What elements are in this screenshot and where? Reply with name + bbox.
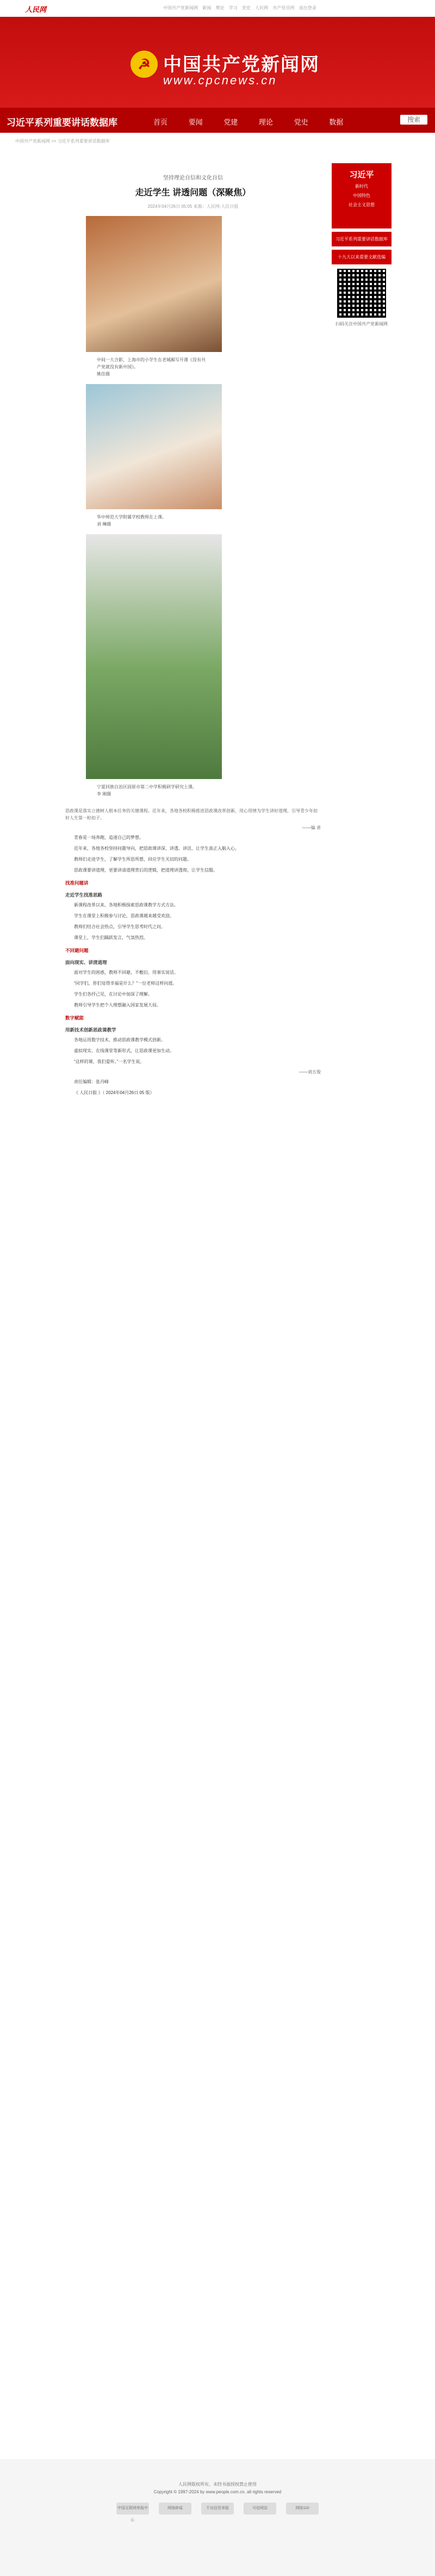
article xyxy=(65,163,321,1100)
site-url[interactable]: www.cpcnews.cn xyxy=(163,73,277,87)
caption-text: 中间一大合影，上海市的小学生在老城厢写开课《没有共产党就没有新中国》。 xyxy=(97,357,206,369)
paragraph: 课堂上，学生们踊跃发言，气氛热烈。 xyxy=(74,935,148,940)
top-bar xyxy=(0,0,435,17)
nav-item-history[interactable]: 党史 xyxy=(294,118,308,126)
nav-item-home[interactable]: 首页 xyxy=(153,118,168,126)
top-link[interactable]: 中国共产党新闻网 xyxy=(163,5,198,10)
caption-credit: 姚佳摄 xyxy=(97,372,110,376)
site-logo[interactable]: 人民网 xyxy=(25,5,47,14)
footer-logo[interactable]: 可信网站 xyxy=(244,2503,276,2515)
banner xyxy=(0,17,435,108)
caption-credit: 李 刚摄 xyxy=(97,792,111,796)
nav-items xyxy=(153,116,362,127)
paragraph: 思政课要讲道理，更要讲清道理背后的逻辑，把道理讲透彻，让学生信服。 xyxy=(74,868,217,873)
photo-caption-2 xyxy=(97,514,206,528)
footer-logos xyxy=(0,2503,435,2522)
article-photo-2 xyxy=(86,384,222,509)
footer-logo[interactable]: 网络辟谣 xyxy=(159,2503,191,2515)
section-heading: 数字赋能 xyxy=(65,1015,84,1021)
sidebar xyxy=(332,163,391,327)
section-subheading: 走近学生找准思路 xyxy=(65,892,103,898)
footer-logo[interactable]: 网络110 xyxy=(286,2503,319,2515)
paragraph: 学生们各抒己见，在讨论中加深了理解。 xyxy=(74,992,152,997)
nav-brand[interactable]: 习近平系列重要讲话数据库 xyxy=(7,118,117,128)
paragraph: 面对学生的困惑，教师不回避、不敷衍，用事实说话。 xyxy=(74,970,178,975)
article-photo-3 xyxy=(86,534,222,779)
top-link[interactable]: 新闻 xyxy=(202,5,212,10)
paragraph: 青春是一场奔跑，追逐自己的梦想。 xyxy=(74,835,144,840)
top-links xyxy=(163,5,320,11)
footer-line: Copyright © 1997-2024 by www.people.com.cn. all rights reserved xyxy=(153,2489,282,2494)
paragraph: 教师们结合社会热点，引导学生思考时代之问。 xyxy=(74,924,165,929)
lead-signature: ——编 者 xyxy=(302,825,321,830)
sidebar-card[interactable]: 十九大以来重要文献选编 xyxy=(332,250,391,264)
badge-title: 习近平 xyxy=(349,170,374,180)
paragraph: 教师引导学生把个人理想融入国家发展大局。 xyxy=(74,1003,161,1008)
sidebar-badge[interactable] xyxy=(332,163,391,228)
article-kicker: 坚持理论自信和文化自信 xyxy=(163,175,223,181)
caption-text: 华中师范大学附属学校教师在上课。 xyxy=(97,515,166,520)
main-nav xyxy=(0,108,435,133)
source: 《 人民日报 》（ 2024年04月26日 05 版） xyxy=(74,1090,154,1095)
photo-caption-3 xyxy=(97,783,206,798)
paragraph: 虚拟现实、在线课堂等新形式，让思政课更加生动。 xyxy=(74,1048,174,1053)
paragraph: “同学们，你们觉得幸福是什么？”一位老师这样问道。 xyxy=(74,981,177,986)
top-link[interactable]: 党史 xyxy=(241,5,251,10)
nav-item-news[interactable]: 要闻 xyxy=(188,118,203,126)
footer-line: 人民网版权所有，未经书面授权禁止使用 xyxy=(178,2482,257,2487)
footer-logo[interactable]: 不良信息举报 xyxy=(201,2503,234,2515)
caption-text: 宁夏回族自治区固原市第二中学积极研学研究上课。 xyxy=(97,784,197,789)
qr-caption: 扫码关注中国共产党新闻网 xyxy=(335,322,388,326)
badge-line: 中国特色 xyxy=(353,193,370,198)
top-link[interactable]: 学习 xyxy=(228,5,238,10)
site-title[interactable]: 中国共产党新闻网 xyxy=(163,54,320,75)
article-title: 走近学生 讲透问题（深聚焦） xyxy=(135,188,251,197)
top-link[interactable]: 人民网 xyxy=(255,5,269,10)
top-link[interactable]: 共产党员网 xyxy=(272,5,295,10)
caption-credit: 刘 琳摄 xyxy=(97,522,111,527)
qr-code-icon xyxy=(337,269,386,318)
top-link[interactable]: 理论 xyxy=(215,5,225,10)
article-body xyxy=(65,834,321,1097)
sidebar-card[interactable]: 习近平系列重要讲话数据库 xyxy=(332,232,391,246)
badge-line: 社会主义思想 xyxy=(349,202,375,207)
photo-caption-1 xyxy=(97,356,206,378)
article-dateline: 2024年04月26日 05:05 来源：人民网-人民日报 xyxy=(147,204,239,209)
section-subheading: 面向现实、讲清道理 xyxy=(65,960,107,965)
party-emblem-icon: ☭ xyxy=(130,51,158,78)
nav-item-party[interactable]: 党建 xyxy=(223,118,238,126)
paragraph: 各地运用数字技术，推动思政课教学模式创新。 xyxy=(74,1037,165,1042)
paragraph: “这样的课，我们爱听。”一名学生说。 xyxy=(74,1059,145,1064)
section-subheading: 用新技术创新思政课教学 xyxy=(65,1027,116,1033)
editor: 责任编辑：张丹峰 xyxy=(74,1079,109,1084)
nav-item-theory[interactable]: 理论 xyxy=(258,118,273,126)
paragraph: 学生在课堂上积极参与讨论，思政课越来越受欢迎。 xyxy=(74,913,174,918)
article-photo-1 xyxy=(86,216,222,352)
paragraph: 新课程改革以来，各地积极探索思政课教学方式方法。 xyxy=(74,903,178,907)
footer xyxy=(0,2459,435,2576)
nav-item-data[interactable]: 数据 xyxy=(329,118,344,126)
top-link[interactable]: 退出登录 xyxy=(299,5,316,10)
section-heading: 不回避问题 xyxy=(65,948,89,953)
paragraph: 教师们走进学生，了解学生所思所想，回应学生关切的问题。 xyxy=(74,857,191,862)
article-lead: 思政课是落实立德树人根本任务的关键课程。近年来，各地各校积极推进思政课改革创新，用心用情为学生讲好道理，引导青少年扣好人生第一粒扣子。 xyxy=(65,808,318,820)
breadcrumb[interactable]: 中国共产党新闻网 >> 习近平系列重要讲话数据库 xyxy=(15,139,110,144)
section-heading: 找准问题讲 xyxy=(65,880,89,886)
search-button[interactable]: 搜索 xyxy=(400,115,427,125)
paragraph: 近年来，各地各校坚持问题导向，把思政课讲深、讲透、讲活，让学生真正入脑入心。 xyxy=(74,846,239,851)
badge-line: 新时代 xyxy=(355,184,368,189)
footer-logo[interactable]: 中国互联网举报中心 xyxy=(116,2503,149,2515)
closing-signature: ——刘五俊 xyxy=(299,1070,321,1074)
